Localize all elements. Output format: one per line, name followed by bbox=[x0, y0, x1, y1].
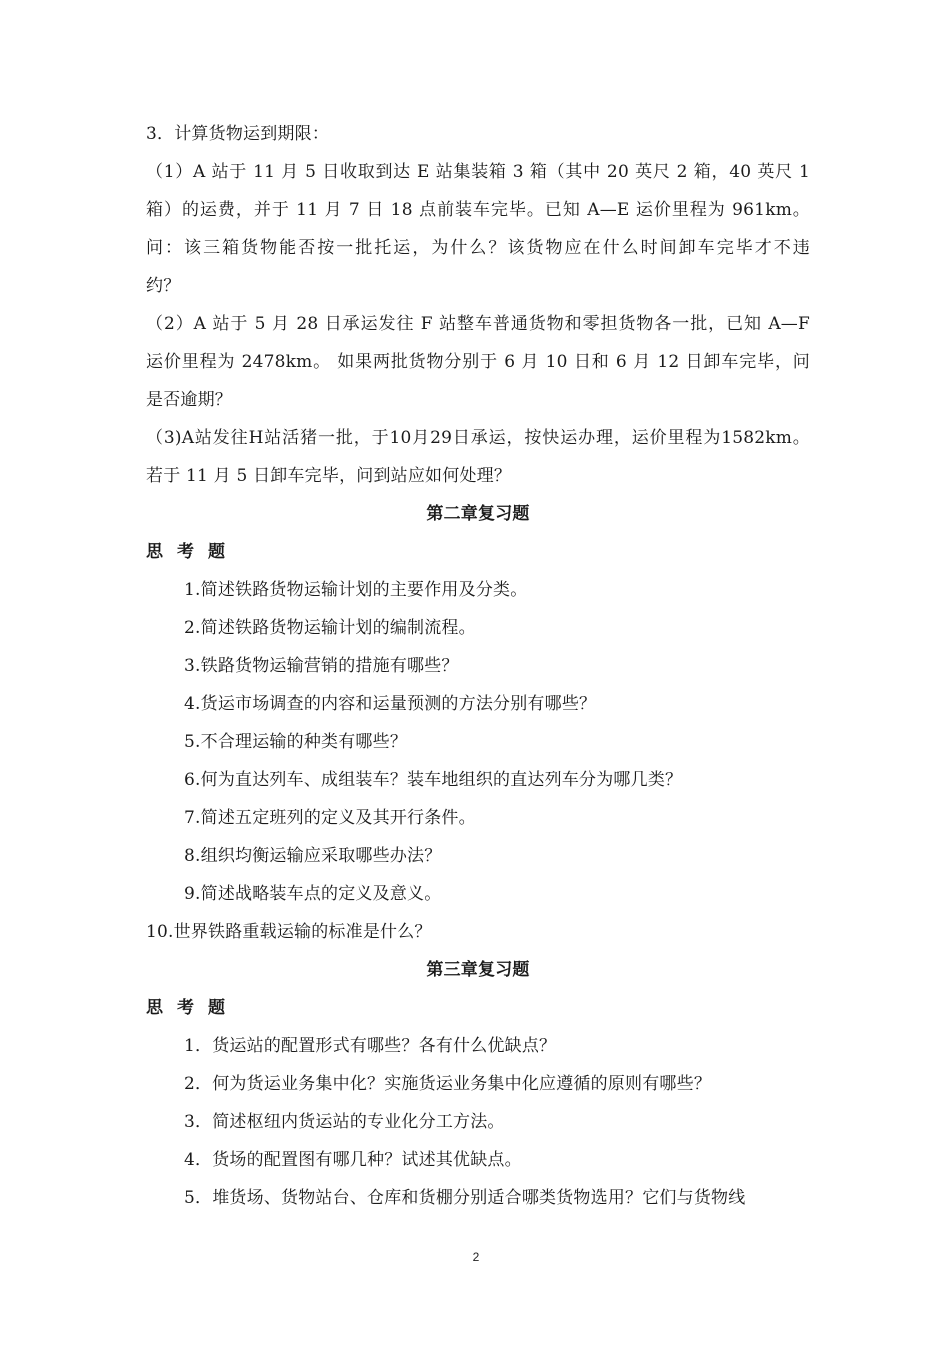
calc-p1-line-2: 箱）的运费，并于 11 月 7 日 18 点前装车完毕。已知 A—E 运价里程为 961km。 bbox=[146, 200, 810, 220]
chapter2-question-8: 8.组织均衡运输应采取哪些办法？ bbox=[184, 846, 442, 866]
calc-p2-line-1: （2）A 站于 5 月 28 日承运发往 F 站整车普通货物和零担货物各一批，已知 A—F bbox=[146, 314, 810, 334]
calc-p2-line-2: 运价里程为 2478km。 如果两批货物分别于 6 月 10 日和 6 月 12 日卸车完毕，问 bbox=[146, 352, 810, 372]
chapter3-question-5: 5．堆货场、货物站台、仓库和货棚分别适合哪类货物选用？它们与货物线 bbox=[184, 1188, 746, 1208]
chapter2-question-10: 10.世界铁路重载运输的标准是什么？ bbox=[146, 922, 432, 942]
calc-p1-line-1: （1）A 站于 11 月 5 日收取到达 E 站集装箱 3 箱（其中 20 英尺 2 箱，40 英尺 1 bbox=[146, 162, 810, 182]
calc-p1-line-4: 约？ bbox=[146, 276, 181, 296]
chapter3-think-label: 思考题 bbox=[146, 998, 239, 1018]
chapter3-heading: 第三章复习题 bbox=[426, 960, 530, 980]
calc-section-title: 3．计算货物运到期限： bbox=[146, 124, 330, 144]
chapter2-heading: 第二章复习题 bbox=[426, 504, 530, 524]
calc-p3-line-1: （3)A站发往H站活猪一批，于10月29日承运，按快运办理，运价里程为1582km。 bbox=[146, 428, 810, 448]
chapter3-question-3: 3．简述枢纽内货运站的专业化分工方法。 bbox=[184, 1112, 505, 1132]
chapter3-question-1: 1．货运站的配置形式有哪些？各有什么优缺点？ bbox=[184, 1036, 557, 1056]
chapter2-question-3: 3.铁路货物运输营销的措施有哪些？ bbox=[184, 656, 459, 676]
calc-p1-line-3: 问：该三箱货物能否按一批托运，为什么？该货物应在什么时间卸车完毕才不违 bbox=[146, 238, 810, 258]
chapter2-question-4: 4.货运市场调查的内容和运量预测的方法分别有哪些？ bbox=[184, 694, 597, 714]
calc-p3-line-2: 若于 11 月 5 日卸车完毕，问到站应如何处理？ bbox=[146, 466, 512, 486]
chapter2-question-6: 6.何为直达列车、成组装车？装车地组织的直达列车分为哪几类？ bbox=[184, 770, 683, 790]
page-number: 2 bbox=[472, 1250, 480, 1264]
chapter2-question-5: 5.不合理运输的种类有哪些？ bbox=[184, 732, 408, 752]
page-content bbox=[146, 115, 810, 1217]
chapter2-think-label: 思考题 bbox=[146, 542, 239, 562]
chapter2-question-9: 9.简述战略装车点的定义及意义。 bbox=[184, 884, 442, 904]
chapter2-question-7: 7.简述五定班列的定义及其开行条件。 bbox=[184, 808, 476, 828]
calc-p2-line-3: 是否逾期？ bbox=[146, 390, 232, 410]
chapter3-question-4: 4．货场的配置图有哪几种？试述其优缺点。 bbox=[184, 1150, 522, 1170]
chapter2-question-2: 2.简述铁路货物运输计划的编制流程。 bbox=[184, 618, 476, 638]
chapter3-question-2: 2．何为货运业务集中化？实施货运业务集中化应遵循的原则有哪些？ bbox=[184, 1074, 712, 1094]
chapter2-question-1: 1.简述铁路货物运输计划的主要作用及分类。 bbox=[184, 580, 528, 600]
